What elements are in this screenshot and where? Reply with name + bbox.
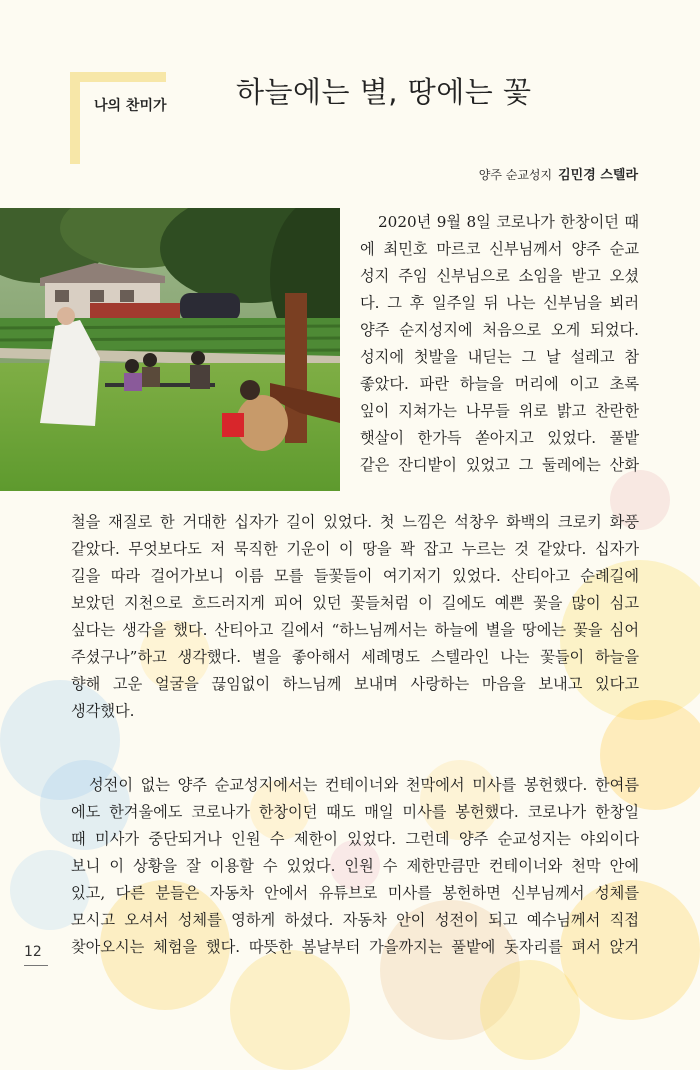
text-line: 철을 재질로 한 거대한 십자가 길이 있었다. 첫 느낌은 석창우 화백의 크로키 화풍: [71, 513, 639, 531]
text-line: 에 최민호 마르코 신부님께서 양주 순교: [360, 240, 639, 258]
byline: [479, 164, 638, 183]
text-line: 성지에 첫발을 내딛는 그 날 설레고 참: [360, 348, 639, 366]
text-line: 때 미사가 중단되거나 인원 수 제한이 있었다. 그런데 양주 순교성지는 야외이다: [71, 830, 639, 848]
author-name: 김민경 스텔라: [558, 168, 638, 183]
page-number: 12: [24, 944, 42, 960]
text-line: 잎이 지쳐가는 나무들 위로 밝고 찬란한: [360, 402, 639, 420]
article-photo: [0, 208, 340, 491]
section-bracket-decoration: [70, 72, 166, 164]
section-label: 나의 찬미가: [94, 98, 167, 114]
text-line: 길을 따라 걸어가보니 이름 모를 들꽃들이 여기저기 있었다. 산티아고 순례길에: [71, 567, 639, 585]
text-line: 보니 이 상황을 잘 이용할 수 있었다. 인원 수 제한만큼만 컨테이너와 천막 안에: [71, 857, 639, 875]
text-line: 에도 한겨울에도 코로나가 한창이던 때도 매일 미사를 봉헌했다. 코로나가 한창일: [71, 803, 639, 821]
text-line: 싶다는 생각을 했다. 산티아고 길에서 “하느님께서는 하늘에 별을 땅에는 꽃을 심어: [71, 621, 639, 639]
text-line: 다. 그 후 일주일 뒤 나는 신부님을 뵈러: [360, 294, 639, 312]
article-paragraph-2: [71, 772, 639, 961]
text-line: 생각했다.: [71, 702, 135, 720]
text-line: 보았던 지천으로 흐드러지게 피어 있던 꽃들처럼 이 길에도 예쁜 꽃을 많이 심고: [71, 594, 639, 612]
text-line: 모시고 오셔서 성체를 영하게 하셨다. 자동차 안이 성전이 되고 예수님께서 직접: [71, 911, 639, 929]
article-body-right-column: [360, 209, 639, 479]
byline-org: 양주 순교성지: [478, 168, 553, 182]
text-line: 양주 순지성지에 처음으로 오게 되었다.: [360, 321, 639, 339]
text-line: 같은 잔디밭이 있었고 그 둘레에는 산화: [360, 456, 639, 474]
text-line: 같았다. 무엇보다도 저 묵직한 기운이 이 땅을 꽉 잡고 누르는 것 같았다. 십자가: [71, 540, 639, 558]
text-line: 성지 주임 신부님으로 소임을 받고 오셨: [360, 267, 639, 285]
article-title: 하늘에는 별, 땅에는 꽃: [236, 75, 532, 109]
article-paragraph-1: [71, 509, 639, 725]
text-line: 향해 고운 얼굴을 끊임없이 하느님께 보내며 사랑하는 마음을 보내고 있다고: [71, 675, 639, 693]
photo-icon: [0, 208, 340, 491]
page-number-divider: [24, 965, 48, 966]
text-line: 2020년 9월 8일 코로나가 한창이던 때: [378, 213, 639, 231]
text-line: 주셨구나”하고 생각했다. 별을 좋아해서 세례명도 스텔라인 나는 꽃들이 하늘을: [71, 648, 639, 666]
text-line: 햇살이 한가득 쏟아지고 있었다. 풀밭: [360, 429, 639, 447]
text-line: 찾아오시는 체험을 했다. 따뜻한 봄날부터 가을까지는 풀밭에 돗자리를 펴서 앉거: [71, 938, 639, 956]
text-line: 좋았다. 파란 하늘을 머리에 이고 초록: [360, 375, 639, 393]
text-line: 성전이 없는 양주 순교성지에서는 컨테이너와 천막에서 미사를 봉헌했다. 한여름: [89, 776, 639, 794]
text-line: 있고, 다른 분들은 자동차 안에서 유튜브로 미사를 봉헌하면 신부님께서 성체를: [71, 884, 639, 902]
